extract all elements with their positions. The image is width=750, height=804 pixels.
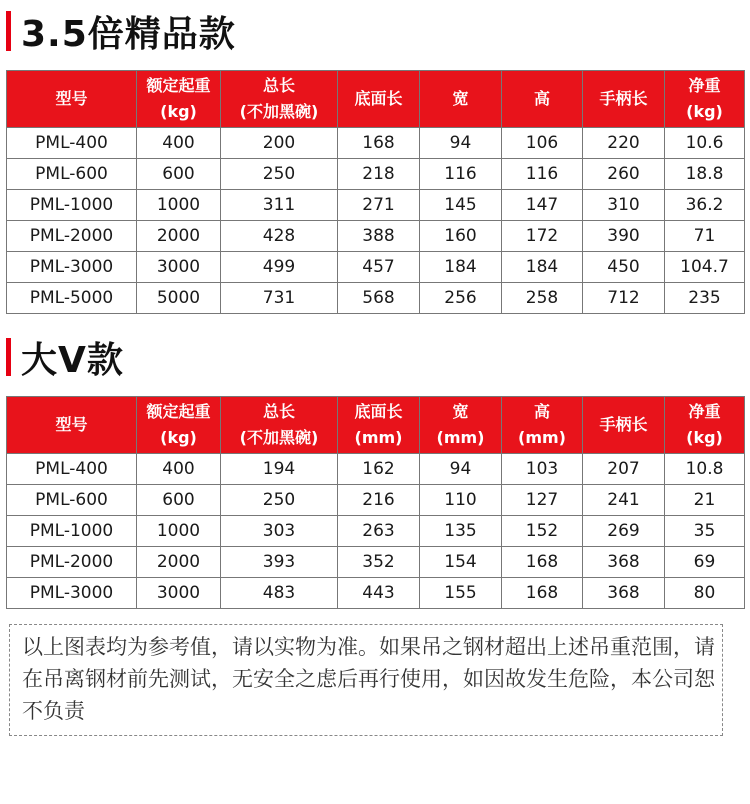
- table-cell: 568: [338, 283, 420, 314]
- table-row: [7, 190, 745, 221]
- table-cell: 241: [583, 485, 665, 516]
- table-cell: 388: [338, 221, 420, 252]
- table-row: [7, 221, 745, 252]
- table-cell: PML-1000: [7, 516, 137, 547]
- table-cell: 3000: [137, 578, 221, 609]
- table-cell: 184: [420, 252, 502, 283]
- table-cell: PML-1000: [7, 190, 137, 221]
- column-header: [221, 71, 338, 128]
- column-header-text: 宽: [452, 402, 469, 421]
- column-header: [665, 397, 745, 454]
- table-cell: 216: [338, 485, 420, 516]
- column-header: [338, 397, 420, 454]
- column-header: [502, 71, 583, 128]
- table-cell: 450: [583, 252, 665, 283]
- table-cell: 152: [502, 516, 583, 547]
- table-cell: 1000: [137, 190, 221, 221]
- table-cell: 200: [221, 128, 338, 159]
- table-cell: 135: [420, 516, 502, 547]
- column-header-text: 净重: [688, 76, 721, 95]
- table-cell: 5000: [137, 283, 221, 314]
- section-title-text: 3.5倍精品款: [21, 13, 236, 55]
- table-cell: 600: [137, 485, 221, 516]
- spec-table-big-v: [6, 396, 745, 609]
- column-header-text: (不加黑碗): [239, 102, 319, 121]
- table-cell: 2000: [137, 547, 221, 578]
- table-row: [7, 283, 745, 314]
- table-cell: 263: [338, 516, 420, 547]
- table-cell: 457: [338, 252, 420, 283]
- table-cell: 303: [221, 516, 338, 547]
- column-header: [221, 397, 338, 454]
- table-cell: 731: [221, 283, 338, 314]
- table-cell: 168: [502, 578, 583, 609]
- table-cell: 352: [338, 547, 420, 578]
- table-cell: PML-600: [7, 159, 137, 190]
- column-header: [583, 397, 665, 454]
- table-cell: 1000: [137, 516, 221, 547]
- table-cell: 69: [665, 547, 745, 578]
- table-cell: 168: [338, 128, 420, 159]
- table-cell: 368: [583, 547, 665, 578]
- table-cell: PML-600: [7, 485, 137, 516]
- column-header-text: 高: [533, 402, 550, 421]
- table-cell: 94: [420, 128, 502, 159]
- column-header: [7, 71, 137, 128]
- column-header: [7, 397, 137, 454]
- table-cell: 145: [420, 190, 502, 221]
- column-header: [137, 397, 221, 454]
- table-header-row: [7, 397, 745, 454]
- table-row: [7, 128, 745, 159]
- column-header-text: 宽: [452, 89, 469, 108]
- table-cell: PML-2000: [7, 547, 137, 578]
- table-cell: 162: [338, 454, 420, 485]
- table-cell: 235: [665, 283, 745, 314]
- table-cell: 10.6: [665, 128, 745, 159]
- table-cell: 103: [502, 454, 583, 485]
- table-cell: 80: [665, 578, 745, 609]
- table-row: [7, 547, 745, 578]
- section-title-premium: [6, 8, 236, 54]
- column-header-text: 额定起重: [146, 76, 211, 95]
- column-header-text: (kg): [160, 428, 197, 447]
- table-cell: 172: [502, 221, 583, 252]
- table-cell: 393: [221, 547, 338, 578]
- table-cell: 220: [583, 128, 665, 159]
- table-cell: 207: [583, 454, 665, 485]
- table-cell: 250: [221, 159, 338, 190]
- title-accent-bar: [6, 338, 11, 376]
- table-cell: 155: [420, 578, 502, 609]
- table-cell: 3000: [137, 252, 221, 283]
- column-header-text: 额定起重: [146, 402, 211, 421]
- table-cell: 368: [583, 578, 665, 609]
- table-cell: 499: [221, 252, 338, 283]
- table-cell: 104.7: [665, 252, 745, 283]
- column-header-text: 高: [533, 89, 550, 108]
- column-header-text: 底面长: [354, 402, 403, 421]
- table-cell: 36.2: [665, 190, 745, 221]
- table-cell: PML-400: [7, 454, 137, 485]
- column-header-text: 总长: [262, 76, 295, 95]
- table-cell: 428: [221, 221, 338, 252]
- spec-table-premium: [6, 70, 745, 314]
- table-cell: 256: [420, 283, 502, 314]
- table-cell: 10.8: [665, 454, 745, 485]
- column-header: [420, 397, 502, 454]
- column-header: [583, 71, 665, 128]
- table-cell: 2000: [137, 221, 221, 252]
- column-header-text: (kg): [160, 102, 197, 121]
- table-cell: PML-3000: [7, 578, 137, 609]
- column-header-text: 净重: [688, 402, 721, 421]
- section-title-big-v: [6, 334, 124, 380]
- table-row: [7, 252, 745, 283]
- table-cell: 71: [665, 221, 745, 252]
- column-header-text: 手柄长: [599, 89, 648, 108]
- table-cell: 400: [137, 128, 221, 159]
- table-cell: 147: [502, 190, 583, 221]
- column-header-text: (kg): [686, 102, 723, 121]
- table-row: [7, 454, 745, 485]
- table-row: [7, 516, 745, 547]
- table-cell: 116: [502, 159, 583, 190]
- table-cell: PML-3000: [7, 252, 137, 283]
- table-cell: 21: [665, 485, 745, 516]
- column-header-text: (kg): [686, 428, 723, 447]
- table-cell: PML-5000: [7, 283, 137, 314]
- table-cell: 250: [221, 485, 338, 516]
- table-cell: 390: [583, 221, 665, 252]
- table-cell: PML-400: [7, 128, 137, 159]
- table-cell: 218: [338, 159, 420, 190]
- table-cell: 194: [221, 454, 338, 485]
- table-cell: 18.8: [665, 159, 745, 190]
- disclaimer-note: 以上图表均为参考值，请以实物为准。如果吊之钢材超出上述吊重范围，请在吊离钢材前先测试，无安全之虑后再行使用，如因故发生危险，本公司恕不负责: [9, 624, 723, 736]
- table-cell: 310: [583, 190, 665, 221]
- column-header-text: 手柄长: [599, 415, 648, 434]
- table-row: [7, 159, 745, 190]
- column-header: [420, 71, 502, 128]
- table-cell: 110: [420, 485, 502, 516]
- column-header-text: (mm): [518, 428, 566, 447]
- column-header-text: 型号: [55, 89, 88, 108]
- column-header-text: (mm): [436, 428, 485, 447]
- table-cell: 400: [137, 454, 221, 485]
- column-header-text: (不加黑碗): [239, 428, 319, 447]
- table-cell: 127: [502, 485, 583, 516]
- table-cell: 168: [502, 547, 583, 578]
- table-cell: 154: [420, 547, 502, 578]
- column-header-text: 型号: [55, 415, 88, 434]
- table-row: [7, 578, 745, 609]
- table-cell: 94: [420, 454, 502, 485]
- title-accent-bar: [6, 11, 11, 51]
- column-header: [665, 71, 745, 128]
- column-header: [137, 71, 221, 128]
- table-cell: 258: [502, 283, 583, 314]
- table-cell: 311: [221, 190, 338, 221]
- column-header: [502, 397, 583, 454]
- table-cell: 712: [583, 283, 665, 314]
- column-header: [338, 71, 420, 128]
- table-cell: 260: [583, 159, 665, 190]
- table-cell: 600: [137, 159, 221, 190]
- table-cell: PML-2000: [7, 221, 137, 252]
- column-header-text: 底面长: [354, 89, 403, 108]
- column-header-text: (mm): [354, 428, 403, 447]
- column-header-text: 总长: [262, 402, 295, 421]
- table-cell: 106: [502, 128, 583, 159]
- section-title-text: 大V款: [21, 339, 124, 381]
- table-header-row: [7, 71, 745, 128]
- table-cell: 116: [420, 159, 502, 190]
- table-cell: 269: [583, 516, 665, 547]
- table-cell: 443: [338, 578, 420, 609]
- table-cell: 271: [338, 190, 420, 221]
- table-cell: 184: [502, 252, 583, 283]
- table-row: [7, 485, 745, 516]
- table-cell: 483: [221, 578, 338, 609]
- table-cell: 160: [420, 221, 502, 252]
- table-cell: 35: [665, 516, 745, 547]
